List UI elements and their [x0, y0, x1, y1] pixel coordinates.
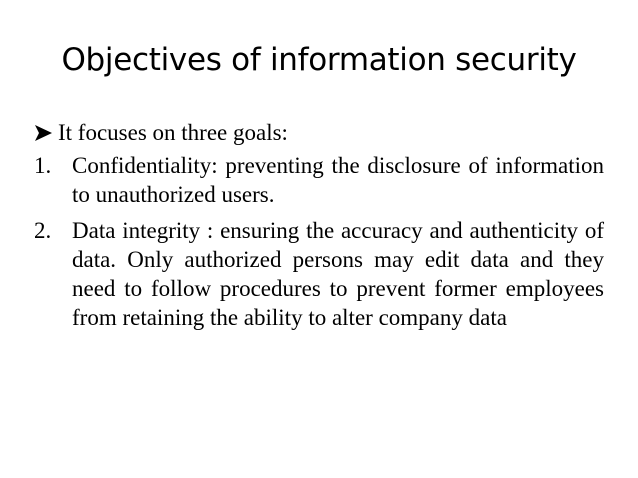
arrow-bullet-icon: [34, 124, 53, 142]
intro-text: It focuses on three goals:: [58, 120, 288, 145]
goal-item-confidentiality: [34, 151, 604, 209]
goal-number: 1.: [34, 153, 52, 178]
goal-number: 2.: [34, 218, 52, 243]
slide-body: [34, 118, 604, 339]
goal-text: Confidentiality: preventing the disclosure of information to unauthorized users.: [72, 153, 604, 207]
slide-title: Objectives of information security: [61, 42, 577, 78]
goal-text: Data integrity : ensuring the accuracy and authenticity of data. Only authorized persons may edit data and they need to follow procedures to prevent former employees from retaining the ability to alter company data: [72, 218, 604, 330]
goals-list: [34, 151, 604, 332]
goal-item-data-integrity: [34, 216, 604, 332]
intro-bullet: [34, 118, 604, 147]
